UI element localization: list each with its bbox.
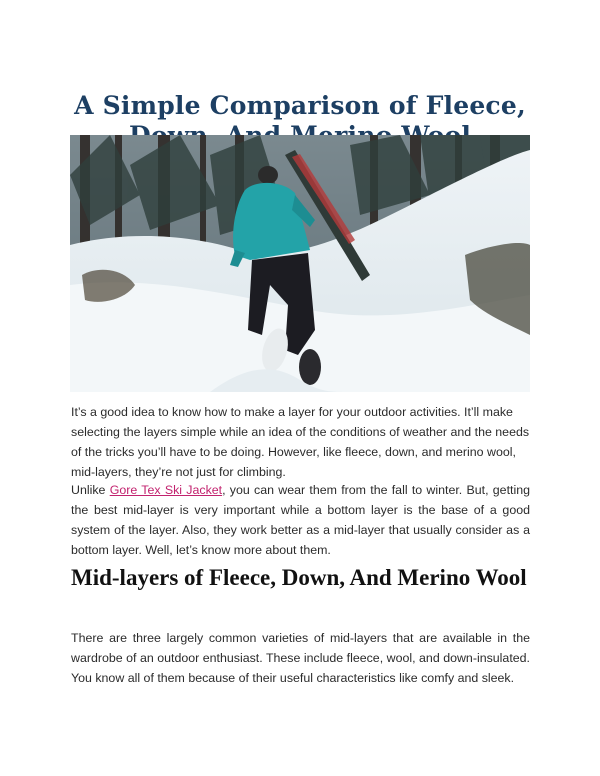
intro-paragraph: It’s a good idea to know how to make a layer for your outdoor activities. It’ll make selecting the layers simple while an idea of the conditions of weather and the needs of the tricks you’ll have to be doing. However, like fleece, down, and merino wool, mid-layers, they’re not just for climbing.	[71, 405, 530, 479]
hero-image	[70, 135, 530, 392]
section-heading: Mid-layers of Fleece, Down, And Merino Wool	[71, 565, 527, 590]
paragraph-two-suffix: , you can wear them from the fall to winter. But, getting the best mid-layer is very important while a bottom layer is the base of a good system of the layer. Also, they work better as a mid-layer that usually consider as a bottom layer. Well, let’s know more about them.	[71, 483, 530, 557]
paragraph-two	[71, 480, 530, 560]
gore-tex-ski-jacket-link[interactable]: Gore Tex Ski Jacket	[109, 483, 223, 497]
section-paragraph: There are three largely common varieties of mid-layers that are available in the wardrobe of an outdoor enthusiast. These include fleece, wool, and down-insulated. You know all of them because of their useful characteristics like comfy and sleek.	[71, 631, 530, 685]
paragraph-two-prefix: Unlike	[71, 483, 110, 497]
title-line-1: A Simple Comparison of Fleece,	[74, 90, 526, 120]
snowy-forest-skier-photo	[70, 135, 530, 392]
